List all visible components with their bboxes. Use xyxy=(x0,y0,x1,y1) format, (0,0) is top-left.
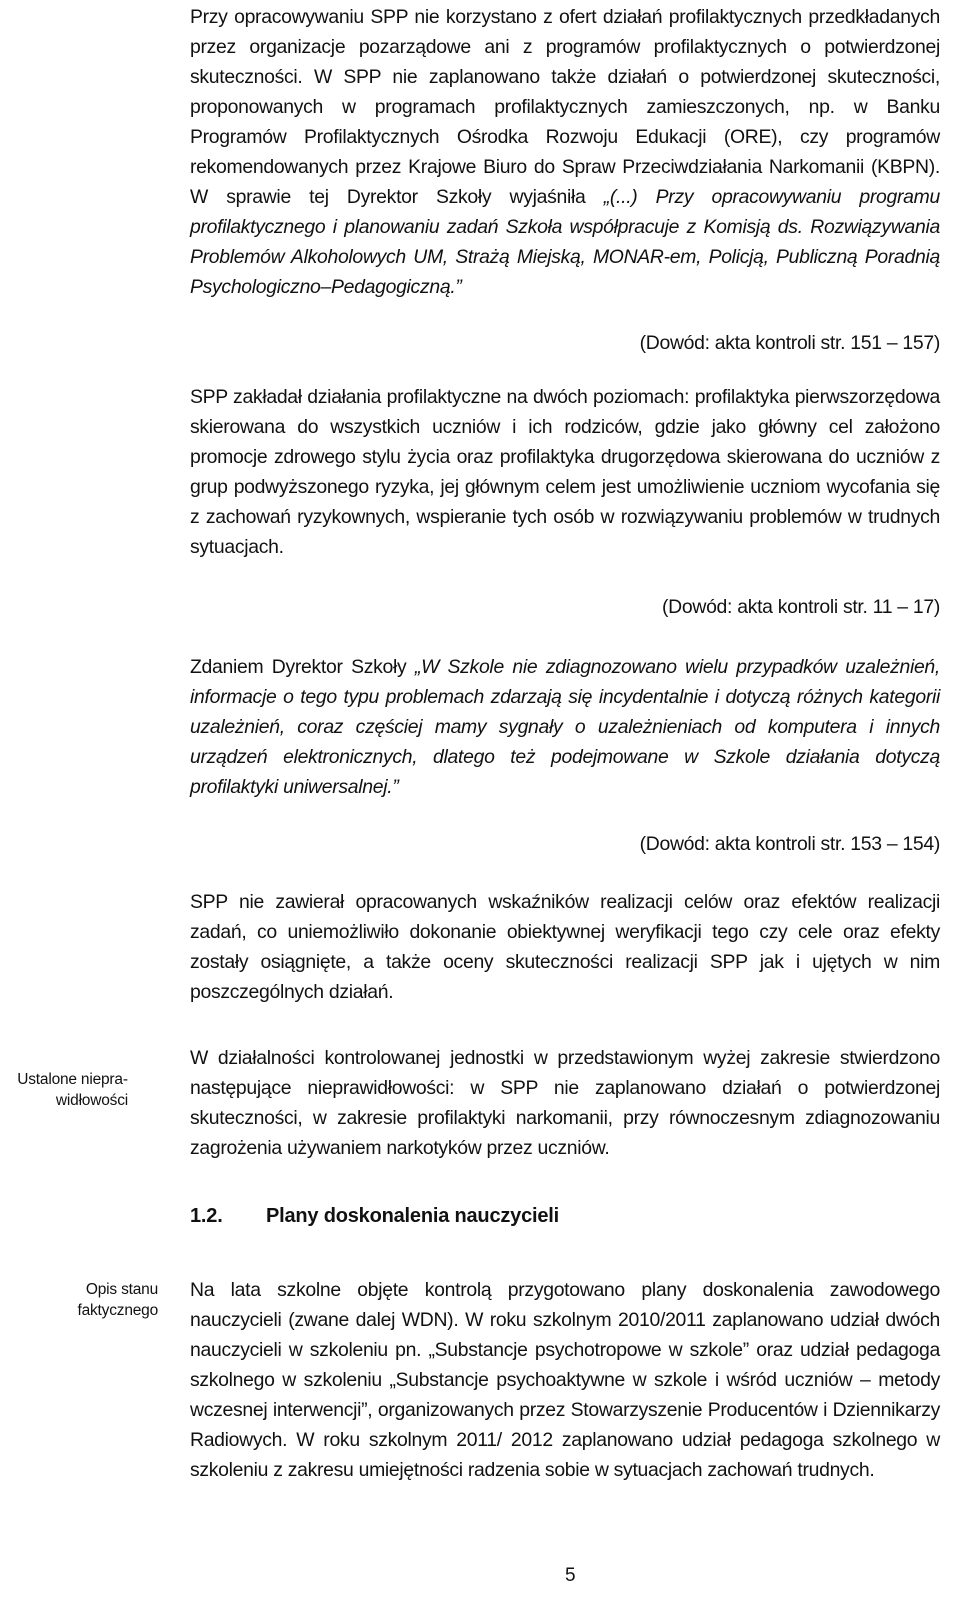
evidence-note: (Dowód: akta kontroli str. 11 – 17) xyxy=(662,596,940,618)
section-title: Plany doskonalenia nauczycieli xyxy=(266,1205,560,1227)
evidence-note: (Dowód: akta kontroli str. 151 – 157) xyxy=(639,332,940,354)
paragraph-missing-indicators: SPP nie zawierał opracowanych wskaźników realizacji celów oraz efektów realizacji zadań, co uniemożliwiło dokonanie obiektywnej weryfikacji tego czy cele oraz efekty zostały osiągnięte, a także oceny skuteczności realizacji SPP jak i ujętych w nim poszczególnych działań. xyxy=(190,891,940,1003)
section-heading xyxy=(190,1205,559,1228)
margin-label-irregularities: Ustalone nieprawidłowości xyxy=(17,1071,128,1109)
paragraph-prevention-levels: SPP zakładał działania profilaktyczne na dwóch poziomach: profilaktyka pierwszorzędowa skierowana do wszystkich uczniów i ich rodziców, gdzie jako główny cel założono promocje zdrowego stylu życia oraz profilaktyka drugorzędowa skierowana do uczniów z grup podwyższonego ryzyka, jej głównym celem jest umożliwienie uczniom wycofania się z zachowań ryzykownych, wspieranie tych osób w rozwiązywaniu problemów w trudnych sytuacjach. xyxy=(190,386,940,558)
paragraph-director-opinion xyxy=(190,652,940,802)
paragraph-text: Zdaniem Dyrektor Szkoły xyxy=(190,656,415,678)
paragraph-wdn-plans: Na lata szkolne objęte kontrolą przygotowano plany doskonalenia zawodowego nauczycieli (zwane dalej WDN). W roku szkolnym 2010/2011 zaplanowano udział dwóch nauczycieli w szkoleniu pn. „Substancje psychotropowe w szkole” oraz udział pedagoga szkolnego w szkoleniu „Substancje psychoaktywne w szkole i wśród uczniów – metody wczesnej interwencji”, organizowanych przez Stowarzyszenie Producentów i Dziennikarzy Radiowych. W roku szkolnym 2011/ 2012 zaplanowano udział pedagoga szkolnego w szkoleniu z zakresu umiejętności radzenia sobie w sytuacjach zachowań trudnych. xyxy=(190,1279,940,1481)
margin-label-facts: Opis stanu faktycznego xyxy=(77,1281,158,1319)
page-number: 5 xyxy=(565,1565,576,1586)
section-number: 1.2. xyxy=(190,1205,223,1227)
quote-italic: „W Szkole nie zdiagnozowano wielu przypadków uzależnień, informacje o tego typu problemach zdarzają się incydentalnie i dotyczą różnych kategorii uzależnień, coraz częściej mamy sygnały o uzależnieniach od komputera i innych urządzeń elektronicznych, dlatego też podejmowane w Szkole działania dotyczą profilaktyki uniwersalnej.” xyxy=(190,656,941,798)
paragraph-irregularities: W działalności kontrolowanej jednostki w przedstawionym wyżej zakresie stwierdzono następujące nieprawidłowości: w SPP nie zaplanowano działań o potwierdzonej skuteczności, w zakresie profilaktyki narkomanii, przy równoczesnym zdiagnozowaniu zagrożenia używaniem narkotyków przez uczniów. xyxy=(190,1047,940,1159)
paragraph-spp-programs xyxy=(190,2,940,302)
paragraph-text: Przy opracowywaniu SPP nie korzystano z ofert działań profilaktycznych przedkładanych przez organizacje pozarządowe ani z programów profilaktycznych o potwierdzonej skuteczności. W SPP nie zaplanowano także działań o potwierdzonej skuteczności, proponowanych w programach profilaktycznych zamieszczonych, np. w Banku Programów Profilaktycznych Ośrodka Rozwoju Edukacji (ORE), czy programów rekomendowanych przez Krajowe Biuro do Spraw Przeciwdziałania Narkomanii (KBPN). W sprawie tej Dyrektor Szkoły wyjaśniła xyxy=(190,6,940,208)
quote-italic: „(...) Przy opracowywaniu programu profilaktycznego i planowaniu zadań Szkoła współpracuje z Komisją ds. Rozwiązywania Problemów Alkoholowych UM, Strażą Miejską, MONAR-em, Policją, Publiczną Poradnią Psychologiczno–Pedagogiczną.” xyxy=(190,186,941,298)
evidence-note: (Dowód: akta kontroli str. 153 – 154) xyxy=(639,833,940,855)
